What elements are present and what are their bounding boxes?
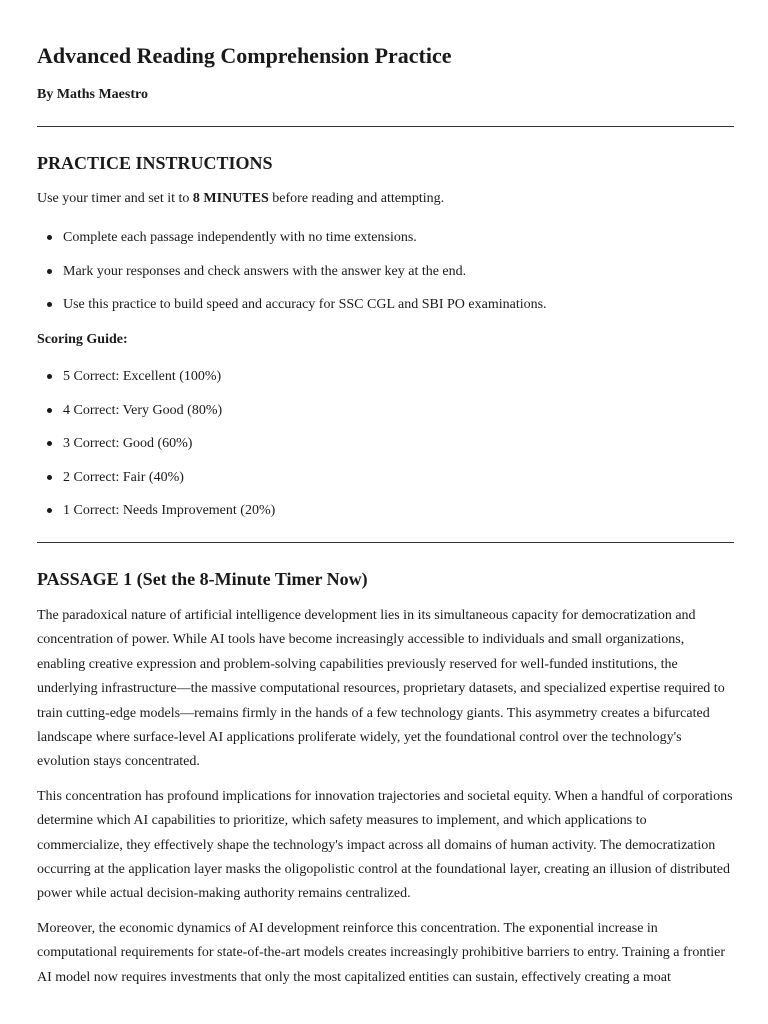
byline: By Maths Maestro bbox=[37, 87, 148, 102]
list-item-text: Use this practice to build speed and accuracy for SSC CGL and SBI PO examinations. bbox=[63, 297, 547, 312]
divider bbox=[37, 126, 734, 127]
passage-paragraph: The paradoxical nature of artificial intelligence development lies in its simultaneous capacity for democratization and concentration of power. While AI tools have become increasingly accessible to individuals and small organizations, enabling creative expression and problem-solving capabilities previously reserved for well-funded institutions, the underlying infrastructure—the massive computational resources, proprietary datasets, and specialized expertise required to train cutting-edge models—remains firmly in the hands of a few technology giants. This asymmetry creates a bifurcated landscape where surface-level AI applications proliferate widely, yet the foundational control over the technology's evolution stays concentrated. bbox=[37, 608, 725, 770]
bullet-icon bbox=[47, 235, 52, 240]
bullet-icon bbox=[47, 441, 52, 446]
list-item bbox=[37, 402, 275, 436]
bullet-icon bbox=[47, 269, 52, 274]
passage-paragraph: This concentration has profound implications for innovation trajectories and societal equity. When a handful of corporations determine which AI capabilities to prioritize, which safety measures to implement, and which applications to commercialize, they effectively shape the technology's impact across all domains of human activity. The democratization occurring at the application layer masks the oligopolistic control at the foundational layer, creating an illusion of distributed power while actual decision-making authority remains centralized. bbox=[37, 788, 733, 902]
passage-body bbox=[37, 604, 734, 1000]
bullet-icon bbox=[47, 508, 52, 513]
list-item-text: Mark your responses and check answers with the answer key at the end. bbox=[63, 263, 467, 279]
bullet-icon bbox=[47, 408, 52, 413]
divider bbox=[37, 542, 734, 543]
instructions-heading: PRACTICE INSTRUCTIONS bbox=[37, 153, 273, 173]
list-item bbox=[37, 296, 547, 330]
list-item bbox=[37, 229, 547, 263]
list-item bbox=[37, 263, 547, 297]
timer-text-post: before reading and attempting. bbox=[268, 191, 445, 206]
list-item-text: 4 Correct: Very Good (80%) bbox=[63, 402, 223, 418]
bullet-icon bbox=[47, 475, 52, 480]
list-item-text: 3 Correct: Good (60%) bbox=[63, 436, 193, 451]
scoring-heading: Scoring Guide: bbox=[37, 332, 128, 347]
list-item bbox=[37, 368, 275, 402]
bullet-icon bbox=[47, 302, 52, 307]
scoring-list bbox=[37, 368, 275, 536]
list-item bbox=[37, 435, 275, 469]
list-item bbox=[37, 502, 275, 536]
passage-paragraph: Moreover, the economic dynamics of AI development reinforce this concentration. The exponential increase in computational requirements for state-of-the-art models creates increasingly prohibitive barriers to entry. Training a frontier AI model now requires investments that only the most capitalized entities can sustain, effectively creating a moat bbox=[37, 920, 725, 985]
instructions-list bbox=[37, 229, 547, 330]
list-item bbox=[37, 469, 275, 503]
list-item-text: 2 Correct: Fair (40%) bbox=[63, 469, 184, 485]
timer-duration: 8 MINUTES bbox=[192, 191, 269, 206]
list-item-text: Complete each passage independently with no time extensions. bbox=[63, 230, 417, 245]
document-title: Advanced Reading Comprehension Practice bbox=[37, 43, 452, 68]
list-item-text: 5 Correct: Excellent (100%) bbox=[63, 369, 222, 384]
timer-instruction bbox=[37, 191, 444, 207]
timer-text-pre: Use your timer and set it to bbox=[37, 191, 193, 206]
bullet-icon bbox=[47, 374, 52, 379]
list-item-text: 1 Correct: Needs Improvement (20%) bbox=[63, 503, 276, 518]
passage-heading: PASSAGE 1 (Set the 8-Minute Timer Now) bbox=[37, 569, 368, 589]
